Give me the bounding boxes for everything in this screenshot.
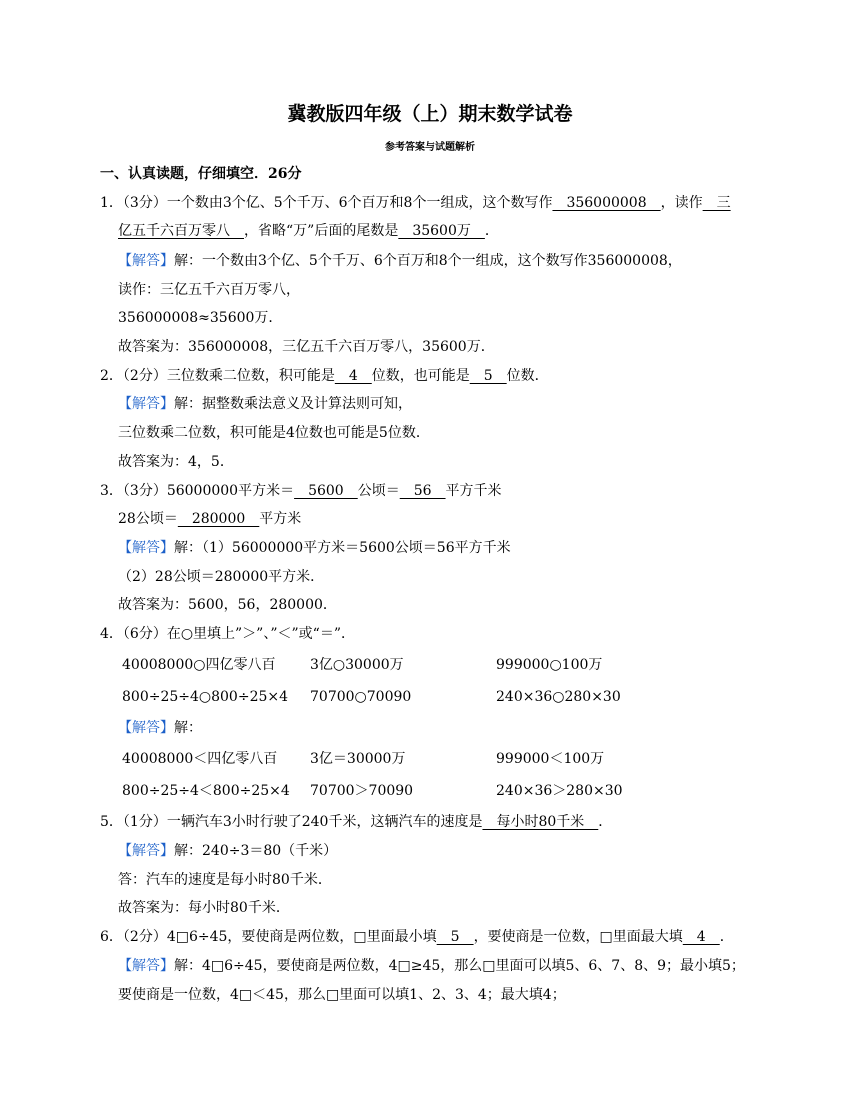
comparison-answer: 40008000＜四亿零八百 [122,751,278,767]
solution-2-line-1: 【解答】解：据整数乘法意义及计算法则可知， [118,396,412,412]
solution-3-line-1: 【解答】解：（1）56000000平方米＝5600公顷＝56平方千米 [118,540,511,556]
answer-tag: 【解答】 [118,720,174,736]
comparison-answer: 800÷25÷4＜800÷25×4 [122,783,290,799]
solution-2-line-2: 三位数乘二位数，积可能是4位数也可能是5位数． [118,425,430,441]
answer-blank: 4 [334,368,372,384]
answer-blank: 每小时80千米 [482,814,599,830]
answer-blank: 356000008 [552,195,661,211]
question-3-line-2: 28公顷＝ 280000 平方米 [118,511,302,527]
question-6: 6．（2分）4□6÷45，要使商是两位数，□里面最小填 5 ，要使商是一位数，□里面最大填 4 ． [100,929,734,945]
solution-1-line-1: 【解答】解：一个数由3个亿、5个千万、6个百万和8个一组成，这个数写作356000008， [118,253,682,269]
question-3-line-1: 3．（3分）56000000平方米＝ 5600 公顷＝ 56 平方千米 [100,483,502,499]
solution-5-line-2: 答：汽车的速度是每小时80千米． [118,872,332,888]
solution-3-line-2: （2）28公顷＝280000平方米． [118,569,325,585]
solution-5-line-1: 【解答】解：240÷3＝80（千米） [118,843,338,859]
answer-blank: 5600 [294,483,358,499]
answer-tag: 【解答】 [118,540,174,556]
comparison-answer: 3亿＝30000万 [310,751,406,767]
comparison-item: 999000○100万 [496,657,603,673]
comparison-answer: 240×36＞280×30 [496,783,623,799]
answer-blank: 5 [469,368,507,384]
page-title: 冀教版四年级（上）期末数学试卷 [287,103,573,125]
question-5: 5．（1分）一辆汽车3小时行驶了240千米，这辆汽车的速度是 每小时80千米 ． [100,814,613,830]
answer-blank: 三 [702,195,731,211]
question-4: 4．（6分）在○里填上”＞”、”＜”或“＝”． [100,626,355,642]
solution-4-label: 【解答】解： [118,720,202,736]
answer-tag: 【解答】 [118,396,174,412]
answer-tag: 【解答】 [118,958,174,974]
solution-1-line-3: 356000008≈35600万． [118,310,283,326]
comparison-item: 3亿○30000万 [310,657,404,673]
question-2: 2．（2分）三位数乘二位数，积可能是 4 位数，也可能是 5 位数． [100,368,549,384]
answer-blank: 280000 [177,511,260,527]
solution-2-line-3: 故答案为：4，5． [118,454,234,470]
answer-blank: 4 [682,929,720,945]
solution-6-line-2: 要使商是一位数，4□＜45，那么□里面可以填1、2、3、4；最大填4； [118,987,566,1003]
comparison-answer: 999000＜100万 [496,751,605,767]
answer-blank: 56 [399,483,446,499]
comparison-item: 70700○70090 [310,689,412,705]
solution-1-line-2: 读作：三亿五千六百万零八， [118,282,300,298]
answer-tag: 【解答】 [118,843,174,859]
solution-6-line-1: 【解答】解：4□6÷45，要使商是两位数，4□≥45，那么□里面可以填5、6、7、8、9；最小填5； [118,958,745,974]
solution-1-line-4: 故答案为：356000008，三亿五千六百万零八，35600万． [118,339,495,355]
comparison-item: 40008000○四亿零八百 [122,657,276,673]
question-1-line-1: 1．（3分）一个数由3个亿、5个千万、6个百万和8个一组成，这个数写作 356000008 ，读作 三 [100,195,731,211]
answer-blank: 5 [436,929,474,945]
answer-blank: 亿五千六百万零八 [118,223,244,239]
comparison-answer: 70700＞70090 [310,783,414,799]
answer-blank: 35600万 [398,223,485,239]
question-1-line-2: 亿五千六百万零八 ，省略“万”后面的尾数是 35600万 ． [118,223,499,239]
solution-3-line-3: 故答案为：5600，56，280000． [118,597,337,613]
comparison-item: 800÷25÷4○800÷25×4 [122,689,289,705]
section-heading: 一、认真读题，仔细填空．26分 [100,166,302,182]
answer-tag: 【解答】 [118,253,174,269]
page-subtitle: 参考答案与试题解析 [385,142,475,153]
solution-5-line-3: 故答案为：每小时80千米． [118,900,290,916]
comparison-item: 240×36○280×30 [496,689,621,705]
